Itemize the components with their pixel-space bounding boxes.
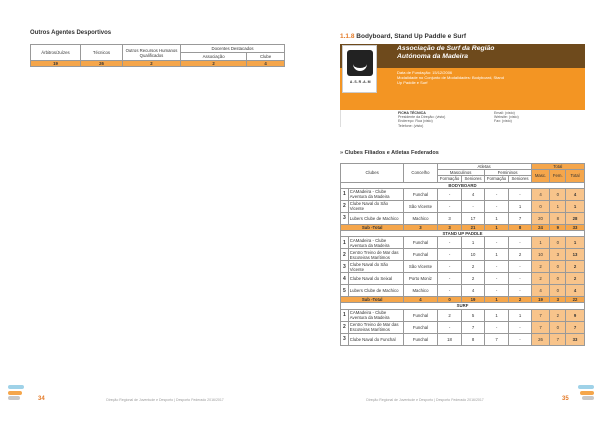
concelho-cell: Machico: [404, 212, 437, 224]
decorative-stripes: [576, 385, 594, 402]
category-name: SURF: [341, 303, 585, 309]
total-cell: 4: [531, 188, 550, 200]
concelho-cell: Funchal: [404, 188, 437, 200]
header-tot: Total: [566, 170, 585, 182]
athlete-count: 5: [462, 309, 484, 321]
athlete-count: -: [484, 237, 509, 249]
category-name: BODYBOARD: [341, 182, 585, 188]
total-cell: 1: [566, 237, 585, 249]
header-tecnicos: Técnicos: [81, 45, 123, 61]
heading-text: Bodyboard, Stand Up Paddle e Surf: [356, 33, 467, 40]
subtotal-label: Sub -Total: [341, 224, 404, 230]
subtotal-label: Sub -Total: [341, 297, 404, 303]
athlete-count: 17: [462, 212, 484, 224]
athlete-count: -: [484, 200, 509, 212]
club-name: Lubers Clube de Machico: [348, 212, 404, 224]
subtotal-cell: 19: [462, 297, 484, 303]
category-name: STAND UP PADDLE: [341, 230, 585, 236]
total-cell: 2: [550, 309, 566, 321]
table-row: [341, 273, 585, 285]
athlete-count: 8: [462, 333, 484, 345]
header-fem: Fem.: [550, 170, 566, 182]
header-outros: Outros Recursos Humanos Qualificados: [123, 45, 181, 61]
concelho-cell: Funchal: [404, 309, 437, 321]
total-cell: 20: [531, 212, 550, 224]
section-subheading: » Clubes Filiados e Atletas Federados: [340, 150, 439, 156]
logo-text: A.S.R.A.M: [349, 80, 372, 84]
total-cell: 4: [566, 285, 585, 297]
athlete-count: 7: [462, 321, 484, 333]
ficha-contacts: Email: (visto) Website: (visto) Fax: (visto): [494, 111, 519, 124]
decorative-stripes: [8, 385, 26, 402]
athlete-count: 1: [509, 200, 531, 212]
clubs-table: [340, 163, 585, 346]
subtotal-cell: 3: [404, 224, 437, 230]
concelho-cell: Funchal: [404, 249, 437, 261]
total-cell: 8: [550, 212, 566, 224]
info-line: Up Paddle e Surf: [397, 80, 428, 85]
header-femininos: Femininos: [484, 170, 531, 176]
athlete-count: 1: [484, 212, 509, 224]
athlete-count: -: [462, 200, 484, 212]
athlete-count: -: [437, 200, 462, 212]
total-cell: 0: [550, 188, 566, 200]
athlete-count: -: [509, 188, 531, 200]
club-name: Clube Naval do São Vicente: [348, 200, 404, 212]
subtotal-cell: 3: [550, 297, 566, 303]
table-row: [341, 237, 585, 249]
athlete-count: 2: [437, 309, 462, 321]
ficha-tecnica: FICHA TÉCNICA Presidente da Direção: (visto) Endereço: Rua (visto) Telefone: (visto): [398, 111, 446, 128]
table-row: [341, 309, 585, 321]
row-number: 3: [341, 212, 349, 224]
header-concelho: Concelho: [404, 164, 437, 183]
total-cell: 7: [550, 333, 566, 345]
total-cell: 2: [531, 261, 550, 273]
surf-logo-icon: [347, 50, 373, 76]
club-name: CAMadeira - Clube Aventura da Madeira: [348, 188, 404, 200]
athlete-count: 1: [462, 237, 484, 249]
total-cell: 33: [566, 333, 585, 345]
athlete-count: -: [437, 273, 462, 285]
subtotal-cell: 24: [531, 224, 550, 230]
concelho-cell: Funchal: [404, 237, 437, 249]
athlete-count: -: [437, 188, 462, 200]
club-name: Lubers Clube de Machico: [348, 285, 404, 297]
value-arbitros: 19: [31, 61, 81, 67]
header-docentes: Docentes Destacados: [181, 45, 285, 53]
total-cell: 0: [550, 321, 566, 333]
subtotal-cell: 0: [437, 297, 462, 303]
info-line: Data de Fundação: 15/12/2006: [397, 70, 453, 75]
concelho-cell: Porto Moniz: [404, 273, 437, 285]
athlete-count: -: [484, 273, 509, 285]
subtotal-cell: 3: [437, 224, 462, 230]
total-cell: 1: [550, 200, 566, 212]
total-cell: 0: [550, 273, 566, 285]
header-formacao-m: Formação: [437, 176, 462, 182]
total-cell: 0: [550, 237, 566, 249]
total-cell: 28: [566, 212, 585, 224]
athlete-count: 2: [509, 249, 531, 261]
row-number: 3: [341, 261, 349, 273]
total-cell: 26: [531, 333, 550, 345]
club-name: CAMadeira - Clube Aventura da Madeira: [348, 237, 404, 249]
athlete-count: -: [484, 188, 509, 200]
athlete-count: 3: [437, 212, 462, 224]
total-cell: 0: [550, 285, 566, 297]
header-arbitros: Árbitros/Juízes: [31, 45, 81, 61]
athlete-count: -: [437, 237, 462, 249]
row-number: 2: [341, 249, 349, 261]
section-title: Outros Agentes Desportivos: [30, 30, 112, 36]
total-cell: 4: [566, 188, 585, 200]
subtotal-cell: 21: [462, 224, 484, 230]
concelho-cell: Machico: [404, 285, 437, 297]
athlete-count: 4: [462, 285, 484, 297]
row-number: 3: [341, 333, 349, 345]
subtotal-cell: 1: [484, 297, 509, 303]
athlete-count: 1: [484, 249, 509, 261]
subtotal-cell: 9: [550, 224, 566, 230]
concelho-cell: Funchal: [404, 321, 437, 333]
total-cell: 7: [566, 321, 585, 333]
table-row: [341, 212, 585, 224]
header-formacao-f: Formação: [484, 176, 509, 182]
footer-right: Direção Regional de Juventude e Desporto | Desporto Federado 2016/2017: [366, 398, 484, 402]
athlete-count: -: [509, 285, 531, 297]
banner-info-lines: [397, 70, 504, 85]
value-tecnicos: 26: [81, 61, 123, 67]
club-name: Clube Naval do São Vicente: [348, 261, 404, 273]
athlete-count: 4: [462, 188, 484, 200]
row-number: 4: [341, 273, 349, 285]
club-name: Clube Naval do Seixal: [348, 273, 404, 285]
athlete-count: 18: [437, 333, 462, 345]
total-cell: 10: [531, 249, 550, 261]
row-number: 2: [341, 321, 349, 333]
athlete-count: -: [509, 321, 531, 333]
association-banner: [340, 44, 585, 127]
total-cell: 4: [531, 285, 550, 297]
total-cell: 13: [566, 249, 585, 261]
athlete-count: -: [484, 321, 509, 333]
table-row: [341, 249, 585, 261]
header-atletas: Atletas: [437, 164, 531, 170]
table-row: [341, 285, 585, 297]
value-clube: 4: [247, 61, 285, 67]
athlete-count: 2: [462, 273, 484, 285]
heading-number: 1.1.8: [340, 33, 355, 40]
athlete-count: -: [509, 237, 531, 249]
table-row: [341, 321, 585, 333]
total-cell: 2: [531, 273, 550, 285]
concelho-cell: Funchal: [404, 333, 437, 345]
row-number: 5: [341, 285, 349, 297]
total-cell: 9: [566, 309, 585, 321]
athlete-count: 2: [462, 261, 484, 273]
asram-logo: [342, 45, 377, 93]
total-cell: 0: [531, 200, 550, 212]
header-total: Total: [531, 164, 584, 170]
subtotal-cell: 1: [484, 224, 509, 230]
subtotal-cell: 19: [531, 297, 550, 303]
header-masc: Masc.: [531, 170, 550, 182]
subtotal-cell: 2: [509, 297, 531, 303]
subtotal-cell: 22: [566, 297, 585, 303]
concelho-cell: São Vicente: [404, 261, 437, 273]
athlete-count: -: [484, 285, 509, 297]
header-associacao: Associação: [181, 53, 247, 61]
value-outros: 2: [123, 61, 181, 67]
total-cell: 3: [550, 249, 566, 261]
athlete-count: -: [509, 273, 531, 285]
row-number: 2: [341, 200, 349, 212]
athlete-count: -: [437, 249, 462, 261]
footer-left: Direção Regional de Juventude e Desporto | Desporto Federado 2016/2017: [106, 398, 224, 402]
athlete-count: -: [437, 285, 462, 297]
athlete-count: 7: [484, 333, 509, 345]
athlete-count: -: [484, 261, 509, 273]
total-cell: 1: [531, 237, 550, 249]
table-row: [341, 188, 585, 200]
page-number-left: 34: [38, 396, 45, 402]
table-row: [341, 200, 585, 212]
row-number: 1: [341, 237, 349, 249]
banner-title: Associação de Surf da Região Autónoma da Madeira: [340, 44, 585, 68]
banner-contacts: [340, 110, 585, 127]
table-row: [341, 261, 585, 273]
athlete-count: 1: [509, 309, 531, 321]
subtotal-cell: 4: [404, 297, 437, 303]
subtotal-cell: 8: [509, 224, 531, 230]
athlete-count: -: [509, 333, 531, 345]
value-associacao: 2: [181, 61, 247, 67]
header-masculinos: Masculinos: [437, 170, 484, 176]
agents-table: [30, 44, 285, 67]
athlete-count: 1: [484, 309, 509, 321]
athlete-count: -: [437, 261, 462, 273]
total-cell: 1: [566, 200, 585, 212]
total-cell: 7: [531, 321, 550, 333]
header-clube: Clube: [247, 53, 285, 61]
header-seniores-m: Seniores: [462, 176, 484, 182]
total-cell: 2: [566, 273, 585, 285]
total-cell: 7: [531, 309, 550, 321]
total-cell: 2: [566, 261, 585, 273]
total-cell: 0: [550, 261, 566, 273]
page-number-right: 35: [562, 396, 569, 402]
athlete-count: -: [437, 321, 462, 333]
athlete-count: -: [509, 261, 531, 273]
club-name: Clube Naval do Funchal: [348, 333, 404, 345]
club-name: Centro Treino de Mar das Escoteiras Marítimos: [348, 321, 404, 333]
row-number: 1: [341, 309, 349, 321]
club-name: CAMadeira - Clube Aventura da Madeira: [348, 309, 404, 321]
header-seniores-f: Seniores: [509, 176, 531, 182]
athlete-count: 7: [509, 212, 531, 224]
row-number: 1: [341, 188, 349, 200]
club-name: Centro Treino de Mar das Escoteiras Marítimos: [348, 249, 404, 261]
table-row: [341, 333, 585, 345]
subtotal-cell: 33: [566, 224, 585, 230]
page-heading: [340, 33, 466, 40]
concelho-cell: São Vicente: [404, 200, 437, 212]
athlete-count: 10: [462, 249, 484, 261]
header-clubes: Clubes: [341, 164, 404, 183]
info-line: Modalidade no Conjunto de Modalidades: Bodyboard, Stand: [397, 75, 504, 80]
